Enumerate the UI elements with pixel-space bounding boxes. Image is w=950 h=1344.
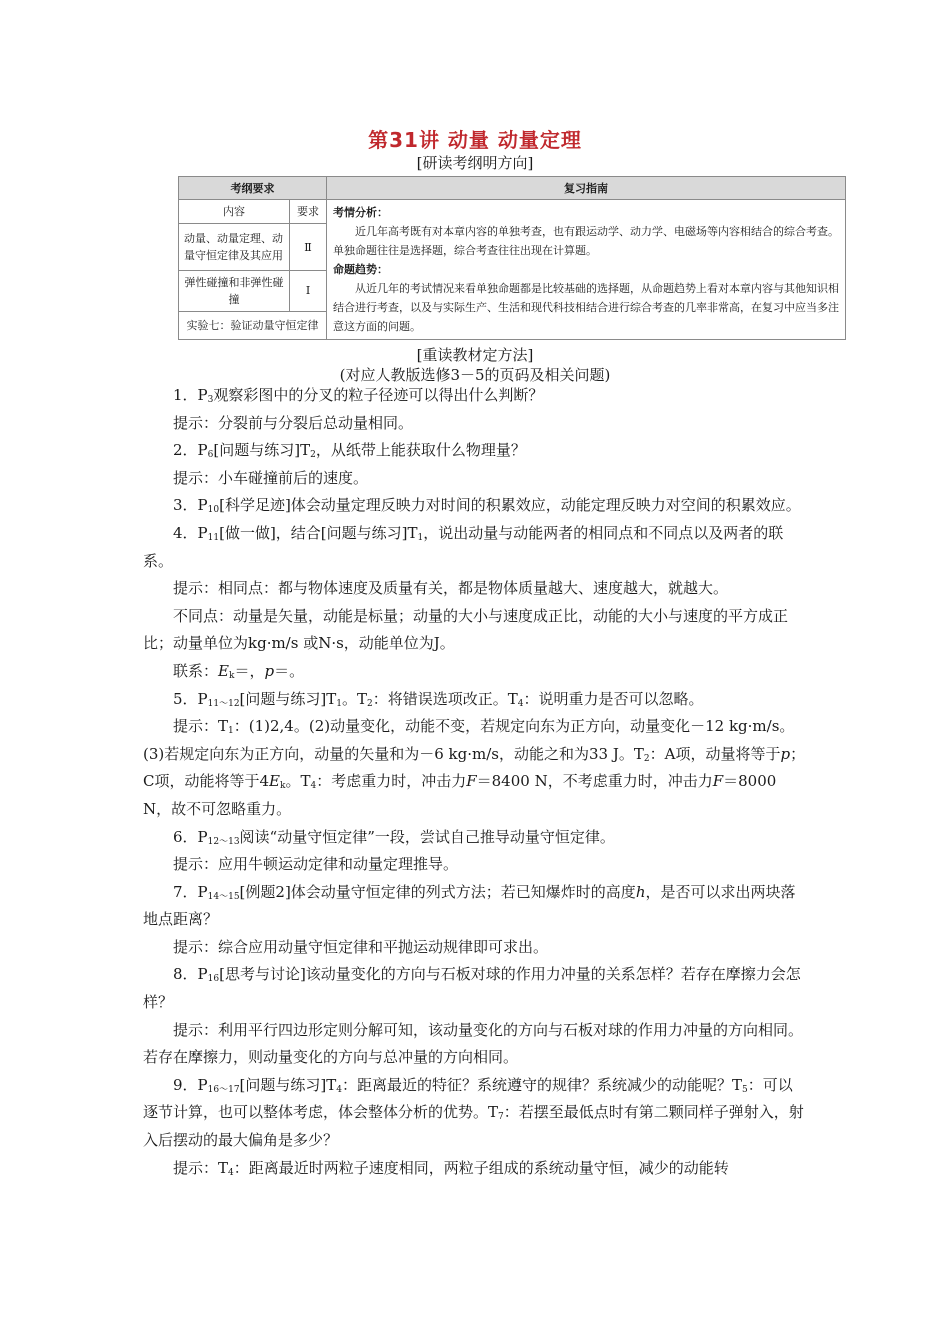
question-7: 7．$P_{14\sim 15}$[例题2]体会动量守恒定律的列式方法；若已知爆炸时的高度h，是否可以求出两块落地点距离？ bbox=[143, 882, 796, 929]
question-5: 5．$P_{11\sim 12}$[问题与练习]$T_1$。$T_2$：将错误选项改正。$T_4$：说明重力是否可以忽略。 bbox=[173, 689, 704, 709]
guide-heading-trend: 命题趋势： bbox=[333, 263, 389, 276]
question-9: 9．$P_{16\sim 17}$[问题与练习]$T_4$：距离最近的特征？系统遵守的规律？系统减少的动能呢？$T_5$：可以逐节计算，也可以整体考虑，体会整体分析的优势。$T_7$：若摆至最低点时有第二颗同样子弹射入，射入后摆动的最大偏角是多少？ bbox=[143, 1075, 804, 1150]
answer-4-relation: 联系：$E_k=$，p＝。 bbox=[173, 661, 305, 681]
question-6: 6．$P_{12\sim 13}$阅读“动量守恒定律”一段，尝试自己推导动量守恒定律。 bbox=[173, 827, 615, 847]
header-guide: 复习指南 bbox=[327, 177, 846, 200]
exam-outline-table bbox=[178, 176, 846, 340]
page-title: 第31讲 动量 动量定理 bbox=[368, 128, 582, 152]
answer-5: 提示：$T_1$：(1)2,4。(2)动量变化，动能不变，若规定向东为正方向，动量变化－12 kg·m/s。(3)若规定向东为正方向，动量的矢量和为－6 kg·m/s，动能之和为33 J。$T_2$：A项，动量将等于p；C项，动能将等于$4E_k$。$T_4$：考虑重力时，冲击力F＝8400 N，不考虑重力时，冲击力F＝8000 N，故不可忽略重力。 bbox=[143, 717, 806, 818]
answer-2: 提示：小车碰撞前后的速度。 bbox=[173, 468, 369, 487]
question-2: 2．$P_6$[问题与练习]$T_2$，从纸带上能获取什么物理量？ bbox=[173, 441, 526, 461]
outline-row-req: Ⅰ bbox=[290, 271, 327, 312]
outline-row-content: 实验七：验证动量守恒定律 bbox=[179, 311, 327, 339]
answer-6: 提示：应用牛顿运动定律和动量定理推导。 bbox=[173, 855, 459, 874]
answer-8: 提示：利用平行四边形定则分解可知，该动量变化的方向与石板对球的作用力冲量的方向相同。若存在摩擦力，则动量变化的方向与总冲量的方向相同。 bbox=[143, 1020, 804, 1067]
answer-4-diff: 不同点：动量是矢量，动能是标量；动量的大小与速度成正比，动能的大小与速度的平方成正比；动量单位为kg·m/s 或N·s，动能单位为J。 bbox=[143, 606, 789, 653]
question-4: 4．$P_{11}$[做一做]，结合[问题与练习]$T_1$，说出动量与动能两者的相同点和不同点以及两者的联系。 bbox=[143, 523, 784, 570]
guide-text-analysis: 近几年高考既有对本章内容的单独考查，也有跟运动学、动力学、电磁场等内容相结合的综合考查。单独命题往往是选择题，综合考查往往出现在计算题。 bbox=[333, 225, 840, 257]
question-3: 3．$P_{10}$[科学足迹]体会动量定理反映力对时间的积累效应，动能定理反映力对空间的积累效应。 bbox=[173, 496, 801, 516]
outline-row-content: 动量、动量定理、动量守恒定律及其应用 bbox=[179, 224, 290, 271]
answer-7: 提示：综合应用动量守恒定律和平抛运动规律即可求出。 bbox=[173, 937, 549, 956]
section-heading-textbook: [重读教材定方法] bbox=[416, 346, 534, 364]
col-content-header: 内容 bbox=[179, 200, 290, 224]
question-list bbox=[143, 382, 807, 1182]
answer-9: 提示：$T_4$：距离最近时两粒子速度相同，两粒子组成的系统动量守恒，减少的动能转 bbox=[173, 1158, 729, 1178]
outline-row-req: Ⅱ bbox=[290, 224, 327, 271]
header-requirements: 考纲要求 bbox=[179, 177, 327, 200]
question-8: 8．$P_{16}$[思考与讨论]该动量变化的方向与石板对球的作用力冲量的关系怎样？若存在摩擦力会怎样？ bbox=[143, 965, 801, 1012]
answer-1: 提示：分裂前与分裂后总动量相同。 bbox=[173, 413, 414, 432]
outline-row-content: 弹性碰撞和非弹性碰撞 bbox=[179, 271, 290, 312]
guide-text-trend: 从近几年的考试情况来看单独命题都是比较基础的选择题，从命题趋势上看对本章内容与其他知识相结合进行考查，以及与实际生产、生活和现代科技相结合进行综合考查的几率非常高，在复习中应当多注意这方面的问题。 bbox=[333, 282, 840, 333]
review-guide-cell bbox=[327, 200, 846, 340]
question-1: 1．$P_3$观察彩图中的分叉的粒子径迹可以得出什么判断？ bbox=[173, 386, 544, 405]
answer-4-same: 提示：相同点：都与物体速度及质量有关，都是物体质量越大、速度越大，就越大。 bbox=[173, 579, 729, 598]
section-heading-outline: [研读考纲明方向] bbox=[416, 154, 534, 172]
guide-heading-analysis: 考情分析： bbox=[333, 206, 389, 219]
col-req-header: 要求 bbox=[290, 200, 327, 224]
section-subheading: (对应人教版选修3－5的页码及相关问题) bbox=[339, 366, 611, 384]
